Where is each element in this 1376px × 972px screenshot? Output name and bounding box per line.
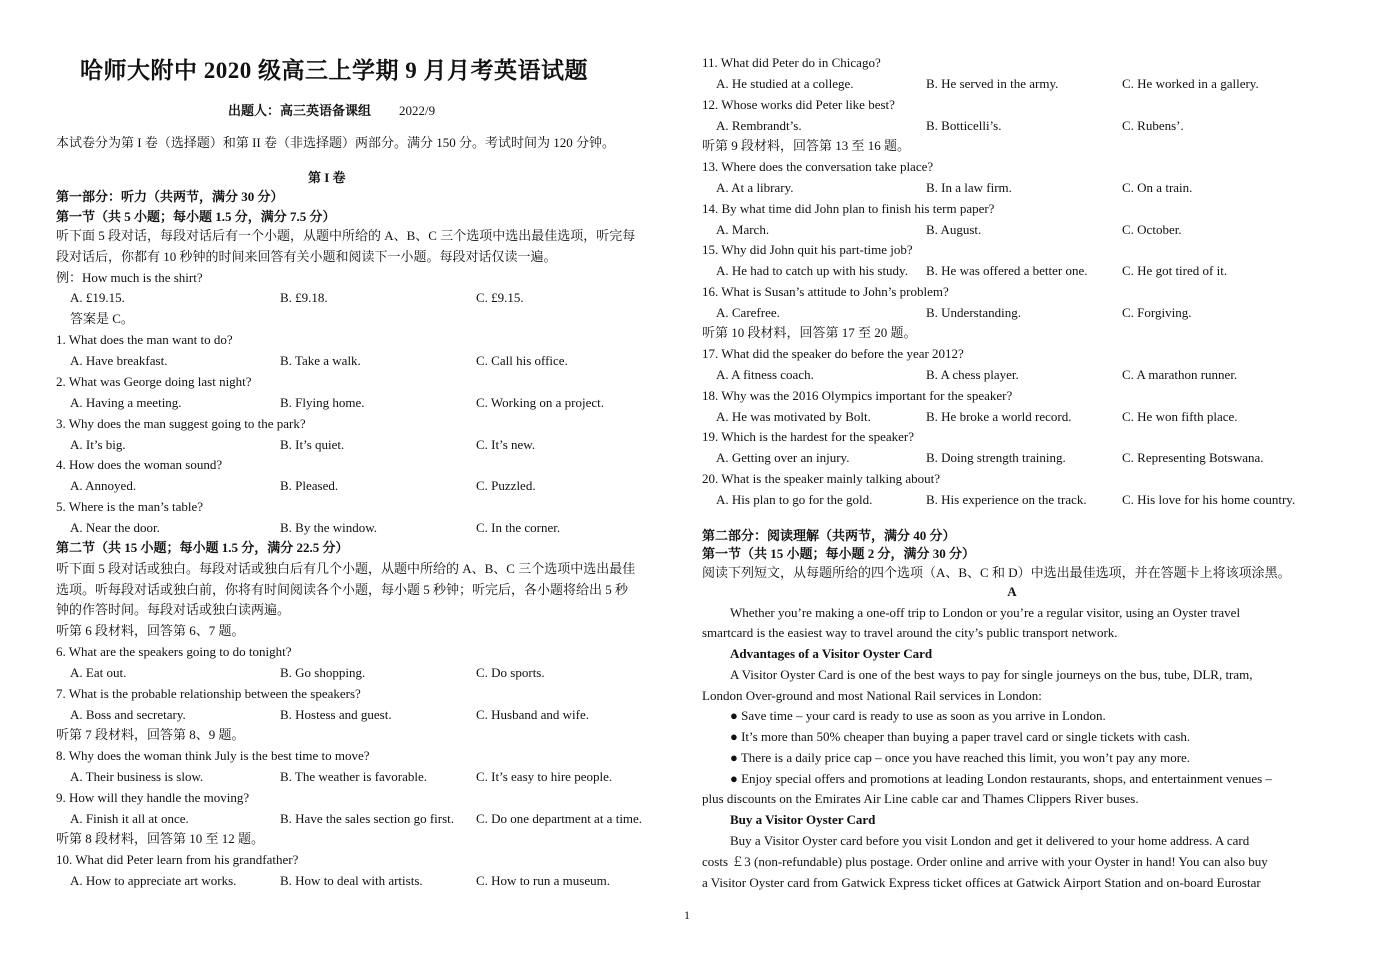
- question-stem: 3. Why does the man suggest going to the park?: [56, 416, 306, 431]
- answer-option-a: A. Finish it all at once.: [70, 811, 189, 826]
- answer-option-a: A. Boss and secretary.: [70, 707, 186, 722]
- answer-option-a: A. How to appreciate art works.: [70, 873, 237, 888]
- answer-option-b: B. Botticelli’s.: [926, 118, 1002, 133]
- answer-option-b: B. Pleased.: [280, 478, 339, 493]
- answer-option-a: A. He had to catch up with his study.: [716, 263, 908, 278]
- question-stem: 16. What is Susan’s attitude to John’s problem?: [702, 284, 949, 299]
- material-note: 听第 6 段材料，回答第 6、7 题。: [56, 623, 245, 638]
- answer-option-c: C. He won fifth place.: [1122, 409, 1238, 424]
- answer-option-c: C. Representing Botswana.: [1122, 450, 1264, 465]
- question-stem: 18. Why was the 2016 Olympics important for the speaker?: [702, 388, 1013, 403]
- answer-option-a: A. Rembrandt’s.: [716, 118, 802, 133]
- question-stem: 12. Whose works did Peter like best?: [702, 97, 895, 112]
- page-title: 哈师大附中 2020 级高三上学期 9 月月考英语试题: [80, 58, 588, 83]
- example-option: C. £9.15.: [476, 290, 524, 305]
- answer-option-c: C. Do sports.: [476, 665, 545, 680]
- answer-option-b: B. August.: [926, 222, 982, 237]
- answer-option-b: B. Hostess and guest.: [280, 707, 392, 722]
- answer-option-c: C. How to run a museum.: [476, 873, 610, 888]
- byline: [228, 100, 435, 119]
- question-stem: 13. Where does the conversation take place?: [702, 159, 934, 174]
- question-stem: 2. What was George doing last night?: [56, 374, 252, 389]
- question-stem: 11. What did Peter do in Chicago?: [702, 55, 881, 70]
- answer-option-a: A. His plan to go for the gold.: [716, 492, 873, 507]
- answer-option-a: A. At a library.: [716, 180, 794, 195]
- question-stem: 4. How does the woman sound?: [56, 457, 223, 472]
- answer-option-c: C. Rubens’.: [1122, 118, 1184, 133]
- material-note: 听第 8 段材料，回答第 10 至 12 题。: [56, 831, 265, 846]
- date: 2022/9: [399, 103, 436, 118]
- example-question: 例：How much is the shirt?: [56, 270, 203, 285]
- answer-option-c: C. He worked in a gallery.: [1122, 76, 1259, 91]
- passage-subheading: Buy a Visitor Oyster Card: [730, 812, 876, 827]
- answer-option-c: C. His love for his home country.: [1122, 492, 1296, 507]
- sec2-instruction: 钟的作答时间。每段对话或独白读两遍。: [56, 602, 291, 617]
- answer-option-a: A. It’s big.: [70, 437, 126, 452]
- answer-option-a: A. Their business is slow.: [70, 769, 204, 784]
- question-stem: 20. What is the speaker mainly talking about?: [702, 471, 941, 486]
- question-stem: 6. What are the speakers going to do tonight?: [56, 644, 292, 659]
- question-stem: 17. What did the speaker do before the year 2012?: [702, 346, 964, 361]
- example-option: A. £19.15.: [70, 290, 125, 305]
- answer-option-b: B. He broke a world record.: [926, 409, 1072, 424]
- answer-option-a: A. Eat out.: [70, 665, 127, 680]
- question-stem: 5. Where is the man’s table?: [56, 499, 204, 514]
- answer-option-b: B. He served in the army.: [926, 76, 1059, 91]
- answer-option-b: B. A chess player.: [926, 367, 1019, 382]
- intro: 本试卷分为第 I 卷（选择题）和第 II 卷（非选择题）两部分。满分 150 分。考试时间为 120 分钟。: [56, 135, 615, 150]
- answer-option-a: A. Carefree.: [716, 305, 780, 320]
- sec1-instruction: 段对话后，你都有 10 秒钟的时间来回答有关小题和阅读下一小题。每段对话仅读一遍。: [56, 249, 557, 264]
- answer-option-b: B. Doing strength training.: [926, 450, 1066, 465]
- answer-option-c: C. Do one department at a time.: [476, 811, 643, 826]
- passage-label: A: [1007, 584, 1017, 599]
- answer-option-c: C. Working on a project.: [476, 395, 604, 410]
- answer-option-a: A. A fitness coach.: [716, 367, 814, 382]
- answer-option-b: B. It’s quiet.: [280, 437, 345, 452]
- answer-option-b: B. Have the sales section go first.: [280, 811, 455, 826]
- page-number: 1: [684, 908, 690, 922]
- passage-subheading: Advantages of a Visitor Oyster Card: [730, 646, 933, 661]
- sec2-instruction: 选项。听每段对话或独白前，你将有时间阅读各个小题，每小题 5 秒钟；听完后，各小题将给出 5 秒: [56, 582, 629, 597]
- answer-option-a: A. Having a meeting.: [70, 395, 182, 410]
- answer-option-c: C. October.: [1122, 222, 1182, 237]
- passage-line: A Visitor Oyster Card is one of the best ways to pay for single journeys on the bus, tube, DLR, tram,: [730, 667, 1253, 682]
- answer-option-a: A. Getting over an injury.: [716, 450, 850, 465]
- bullet-item: ● There is a daily price cap – once you have reached this limit, you won’t pay any more.: [730, 750, 1191, 765]
- part1-heading: 第一部分：听力（共两节，满分 30 分）: [56, 189, 284, 204]
- answer-option-b: B. His experience on the track.: [926, 492, 1087, 507]
- answer-option-a: A. He was motivated by Bolt.: [716, 409, 871, 424]
- sec1-instruction: 听下面 5 段对话，每段对话后有一个小题，从题中所给的 A、B、C 三个选项中选出最佳选项，听完每: [56, 228, 636, 243]
- question-stem: 14. By what time did John plan to finish his term paper?: [702, 201, 995, 216]
- answer-option-b: B. Go shopping.: [280, 665, 366, 680]
- answer-option-c: C. It’s new.: [476, 437, 536, 452]
- passage-line: Whether you’re making a one-off trip to London or you’re a regular visitor, using an Oyster travel: [730, 605, 1241, 620]
- answer-option-c: C. He got tired of it.: [1122, 263, 1228, 278]
- question-stem: 9. How will they handle the moving?: [56, 790, 250, 805]
- answer-option-b: B. How to deal with artists.: [280, 873, 423, 888]
- material-note: 听第 9 段材料，回答第 13 至 16 题。: [702, 138, 911, 153]
- question-stem: 1. What does the man want to do?: [56, 332, 233, 347]
- bullet-item: ● It’s more than 50% cheaper than buying a paper travel card or single tickets with cash.: [730, 729, 1191, 744]
- answer-option-c: C. Husband and wife.: [476, 707, 590, 722]
- material-note: 听第 10 段材料，回答第 17 至 20 题。: [702, 325, 917, 340]
- passage-line: Buy a Visitor Oyster card before you visit London and get it delivered to your home address. A card: [730, 833, 1250, 848]
- question-stem: 8. Why does the woman think July is the best time to move?: [56, 748, 370, 763]
- part1-sec1-heading: 第一节（共 5 小题；每小题 1.5 分，满分 7.5 分）: [56, 209, 336, 224]
- bullet-item: ● Save time – your card is ready to use as soon as you arrive in London.: [730, 708, 1106, 723]
- answer-option-c: C. In the corner.: [476, 520, 561, 535]
- passage-line: a Visitor Oyster card from Gatwick Express ticket offices at Gatwick Airport Station and on-board Eurostar: [702, 875, 1261, 890]
- part2-sec1-heading: 第一节（共 15 小题；每小题 2 分，满分 30 分）: [702, 546, 976, 561]
- answer-option-b: B. In a law firm.: [926, 180, 1012, 195]
- answer-option-a: A. March.: [716, 222, 770, 237]
- passage-line: costs ￡3 (non-refundable) plus postage. Order online and arrive with your Oyster in hand! You can also buy: [702, 854, 1268, 869]
- material-note: 听第 7 段材料，回答第 8、9 题。: [56, 727, 245, 742]
- example-answer: 答案是 C。: [70, 311, 134, 326]
- answer-option-c: C. A marathon runner.: [1122, 367, 1238, 382]
- answer-option-a: A. Have breakfast.: [70, 353, 168, 368]
- answer-option-b: B. Understanding.: [926, 305, 1021, 320]
- reading-instruction: 阅读下列短文，从每题所给的四个选项（A、B、C 和 D）中选出最佳选项，并在答题卡上将该项涂黑。: [702, 565, 1291, 580]
- question-stem: 7. What is the probable relationship between the speakers?: [56, 686, 361, 701]
- volume-heading: 第 I 卷: [308, 170, 346, 185]
- question-stem: 15. Why did John quit his part-time job?: [702, 242, 913, 257]
- answer-option-b: B. He was offered a better one.: [926, 263, 1088, 278]
- answer-option-b: B. The weather is favorable.: [280, 769, 428, 784]
- author: 出题人：高三英语备课组: [228, 103, 372, 118]
- answer-option-c: C. Forgiving.: [1122, 305, 1192, 320]
- answer-option-c: C. Call his office.: [476, 353, 568, 368]
- answer-option-c: C. On a train.: [1122, 180, 1193, 195]
- passage-line: smartcard is the easiest way to travel around the city’s public transport network.: [702, 625, 1118, 640]
- bullet-item: plus discounts on the Emirates Air Line cable car and Thames Clippers River buses.: [702, 791, 1139, 806]
- answer-option-b: B. Take a walk.: [280, 353, 361, 368]
- bullet-item: ● Enjoy special offers and promotions at leading London restaurants, shops, and entertainment venues –: [730, 771, 1272, 786]
- answer-option-c: C. It’s easy to hire people.: [476, 769, 613, 784]
- answer-option-a: A. Annoyed.: [70, 478, 137, 493]
- part2-heading: 第二部分：阅读理解（共两节，满分 40 分）: [702, 528, 956, 543]
- part1-sec2-heading: 第二节（共 15 小题；每小题 1.5 分，满分 22.5 分）: [56, 540, 349, 555]
- answer-option-c: C. Puzzled.: [476, 478, 536, 493]
- answer-option-b: B. Flying home.: [280, 395, 365, 410]
- answer-option-b: B. By the window.: [280, 520, 378, 535]
- example-option: B. £9.18.: [280, 290, 328, 305]
- question-stem: 19. Which is the hardest for the speaker?: [702, 429, 915, 444]
- question-stem: 10. What did Peter learn from his grandfather?: [56, 852, 299, 867]
- passage-line: London Over-ground and most National Rail services in London:: [702, 688, 1042, 703]
- answer-option-a: A. He studied at a college.: [716, 76, 854, 91]
- answer-option-a: A. Near the door.: [70, 520, 160, 535]
- sec2-instruction: 听下面 5 段对话或独白。每段对话或独白后有几个小题，从题中所给的 A、B、C 三个选项中选出最佳: [56, 561, 636, 576]
